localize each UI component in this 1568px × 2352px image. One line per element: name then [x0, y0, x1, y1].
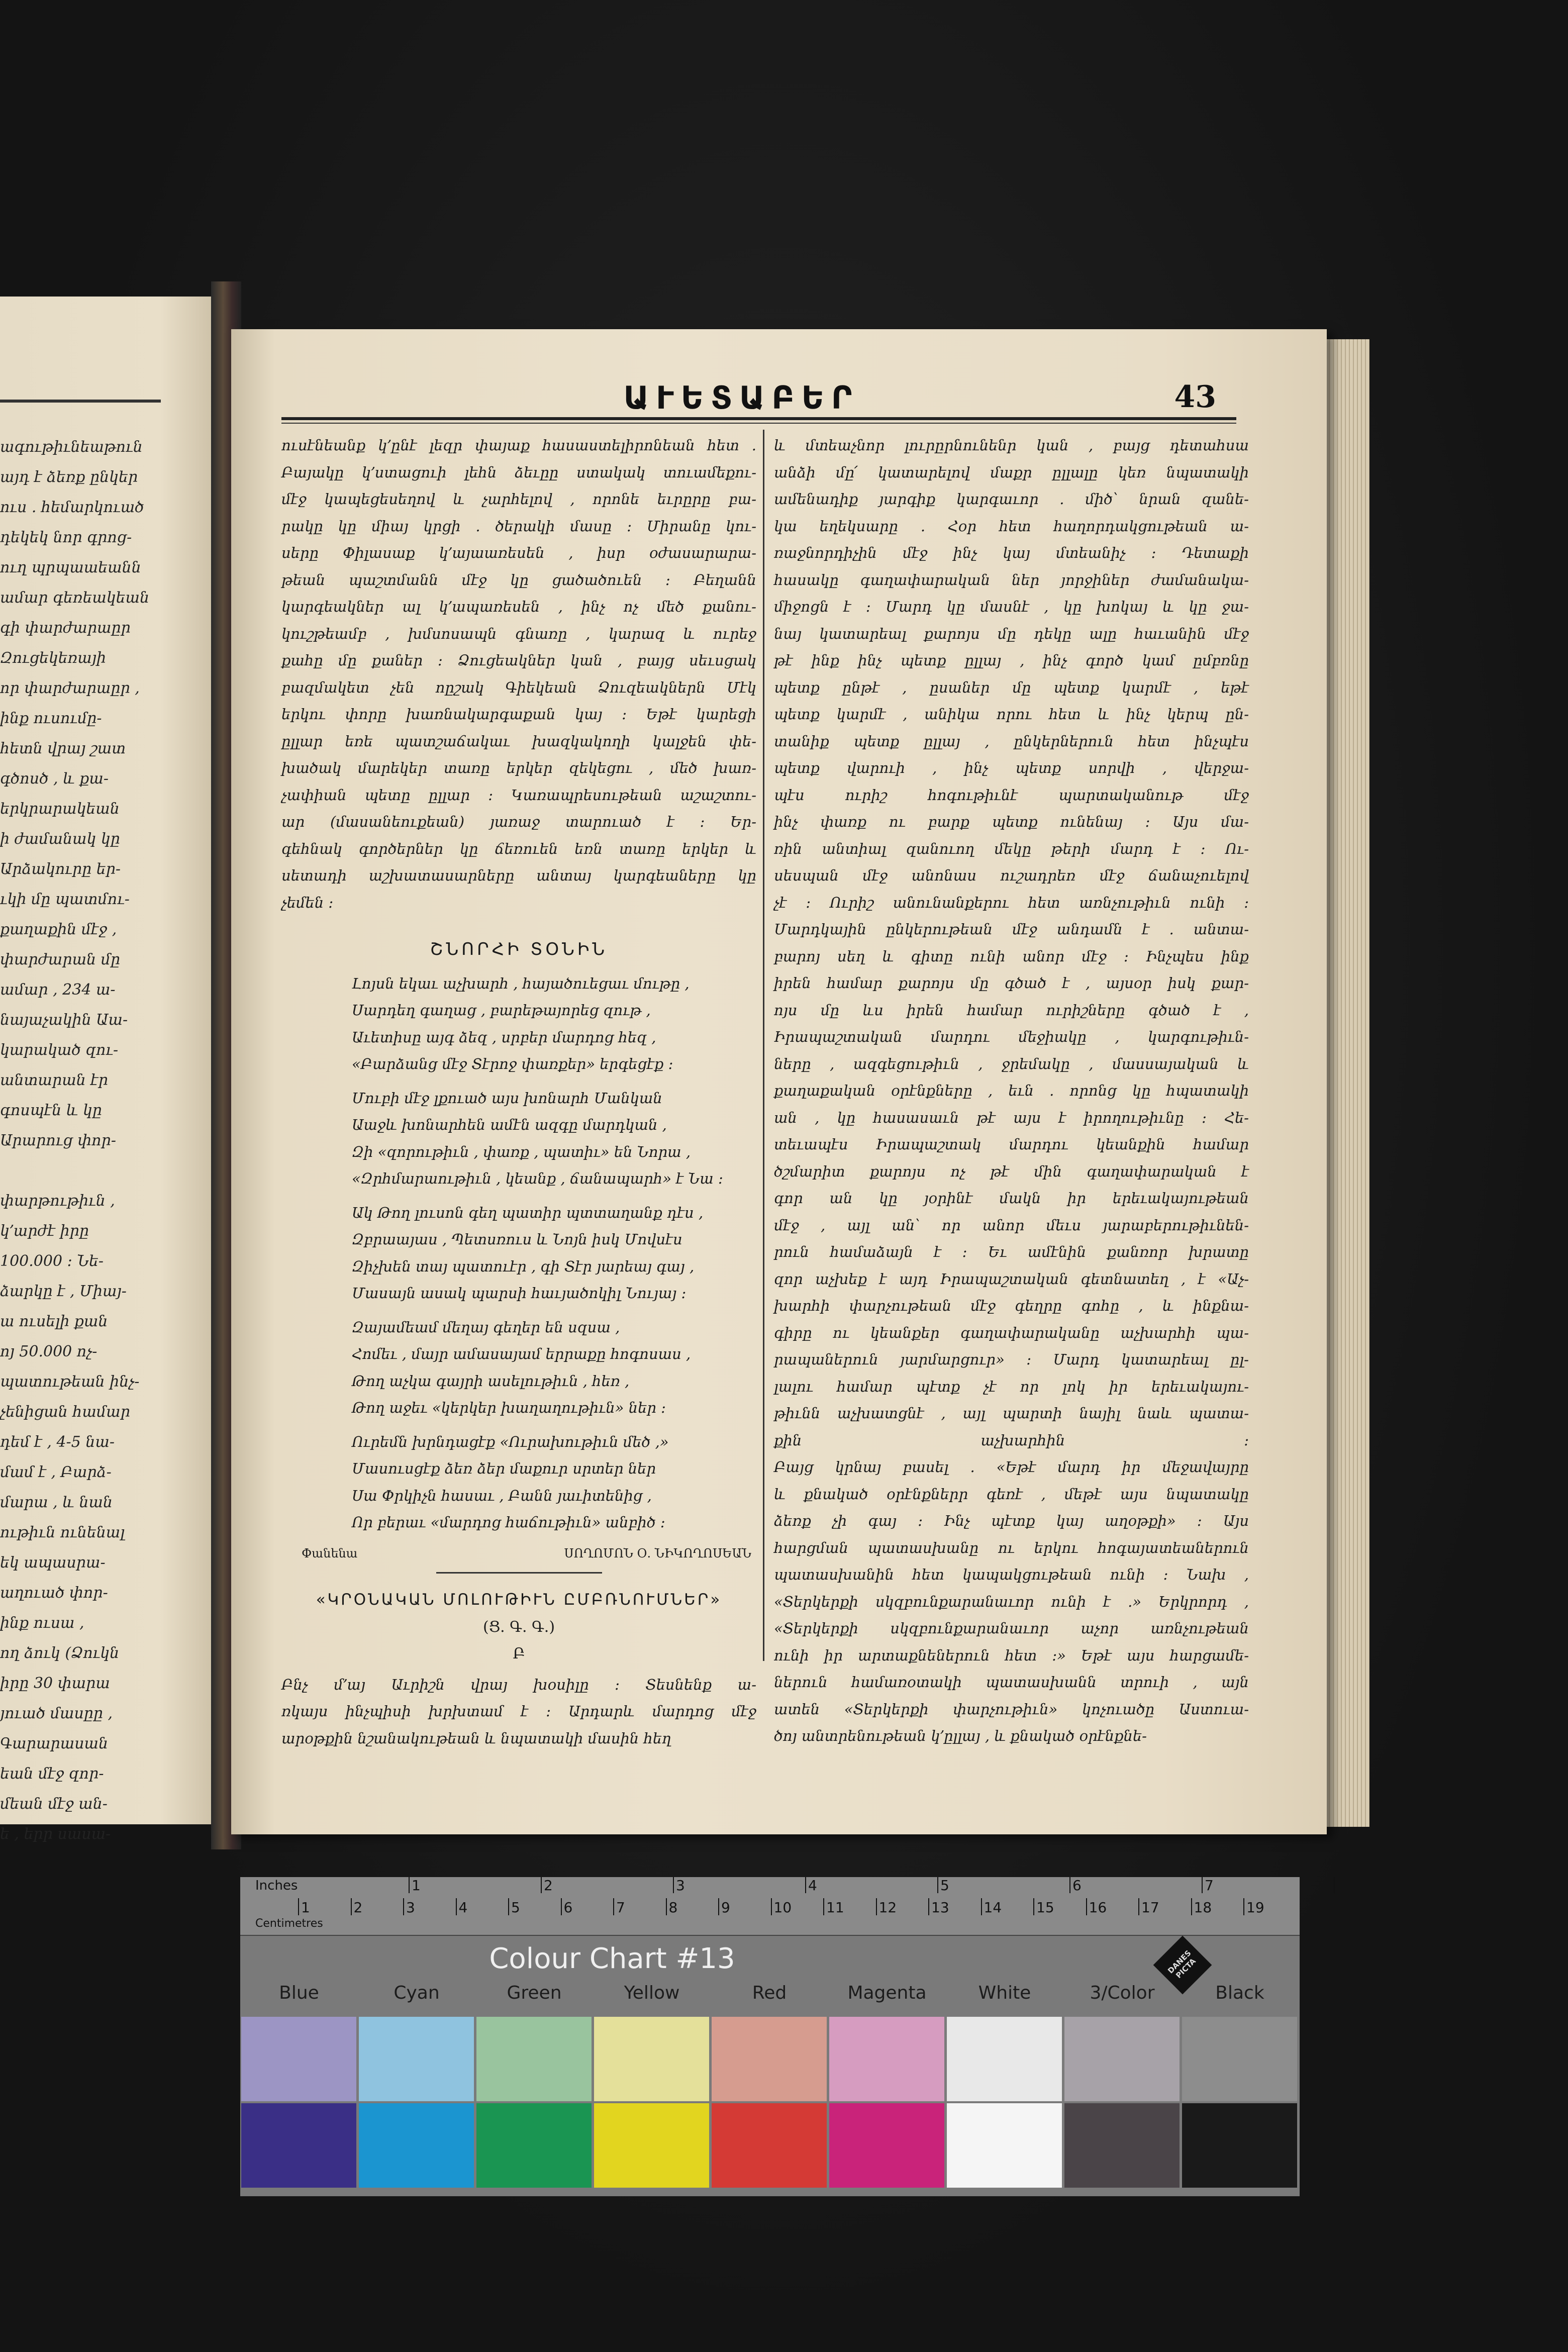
- text-line: ները , ազգեցութիւն , ջրեմակը , մասսայական և: [774, 1055, 1249, 1072]
- text-line: չէ : Ուրիշ անունանքերու հետ առնչութիւն ունի :: [774, 894, 1249, 911]
- cm-number: 14: [984, 1899, 1002, 1916]
- left-page-line: կ՚արժէ իրը: [0, 1222, 89, 1240]
- ruler-inches-label: Inches: [255, 1878, 298, 1893]
- cm-number: 6: [563, 1899, 573, 1916]
- poem-line: Հոմեւ , մայր ամասայամ երրաքը հոգոսաս ,: [352, 1345, 691, 1362]
- text-line: րուն համաձայն է : Եւ ամէնին քանռոր խրատը: [774, 1243, 1249, 1260]
- left-page-line: իրը 30 փարա: [0, 1675, 110, 1692]
- left-page-line: ագութիւնեաթուն: [0, 438, 143, 456]
- left-page-line: դեմ է , 4-5 նա-: [0, 1433, 115, 1451]
- poem-line: Սարդեղ գաղաց , բարեթայորեց զութ ,: [352, 1002, 651, 1019]
- left-page-line: Արձակուրը եր-: [0, 860, 121, 878]
- inch-tick: [805, 1877, 806, 1893]
- text-line: սերը Փիլասաք կ՚այաառեսեն , իսր օժասարարա-: [281, 544, 756, 561]
- inch-tick: [673, 1877, 674, 1893]
- left-page-line: ինք ուսա ,: [0, 1614, 84, 1632]
- inch-number: 5: [940, 1877, 949, 1894]
- text-line: սետադի աշխատասարները անտայ կարգեաները կը: [281, 867, 756, 884]
- text-line: սեսպան մէջ անոնաս ուշադրեռ մէջ ճանաչուելով: [774, 867, 1249, 884]
- cm-tick: [928, 1898, 929, 1915]
- swatch-bottom: [594, 2103, 709, 2188]
- cm-number: 19: [1246, 1899, 1264, 1916]
- text-line: ռաջնորդիչին մէջ ինչ կայ մտեանիչ : Դետաքի: [774, 544, 1249, 561]
- cm-number: 10: [773, 1899, 792, 1916]
- left-page-line: ամար գեռեակեան: [0, 589, 150, 607]
- cm-tick: [981, 1898, 982, 1915]
- cm-number: 1: [301, 1899, 310, 1916]
- text-line: ռին անտիալ զանուող մեկը թերի մարդ է : Ու-: [774, 840, 1249, 857]
- signature-author: ՍՈՂՈՄՈՆ Օ. ՆԻԿՈՂՈՍԵԱՆ: [564, 1546, 751, 1560]
- text-line: Բայց կրնայ բասել . «Եթէ մարդ իր մեջավայրը: [774, 1458, 1249, 1476]
- text-line: ատեն «Տերկերքի փարչութիւն» կոչուածը Աստուա-: [774, 1700, 1249, 1718]
- text-line: ուսէնեանք կ՚ընէ լեզր փայաք հասաստելիրոնեան հետ .: [281, 437, 756, 454]
- poem-stanza: [352, 1429, 756, 1536]
- cm-tick: [876, 1898, 877, 1915]
- poem-line: Աաջև խոնարհեն ամէն ազգը մարդկան ,: [352, 1116, 667, 1133]
- page-number: 43: [1174, 379, 1216, 415]
- swatch-label: Magenta: [847, 1983, 927, 2003]
- left-page-line: մամ է , Բարձ-: [0, 1463, 112, 1481]
- left-page-line: Արարուց փոր-: [0, 1132, 117, 1149]
- swatch-label: Red: [752, 1983, 787, 2003]
- inch-tick: [409, 1877, 410, 1893]
- left-page-line: չենիցան համար: [0, 1403, 130, 1421]
- text-line: տեւապէս Իրապաշտակ մարդու կեանքին համար: [774, 1136, 1249, 1153]
- text-line: զոր աչխեք է այդ Իրապաշտական գետնատեղ , է «Աչ-: [774, 1270, 1249, 1288]
- swatch-bottom: [359, 2103, 474, 2188]
- left-page-line: ի ժամանակ կը: [0, 830, 120, 848]
- cm-tick: [561, 1898, 562, 1915]
- text-line: ոյս մը ևս իրեն համար ուրիշները գծած է ,: [774, 1001, 1249, 1019]
- poem-line: Զայամեամ մեղայ գեղեր են սզսա ,: [352, 1318, 620, 1336]
- text-line: նայ կատարեալ քարոյս մը դեկը ալը հաւանին մէջ: [774, 625, 1249, 642]
- swatch-top: [829, 2017, 944, 2101]
- left-column: [281, 432, 756, 1752]
- left-page-line: այդ է ձեռք ընկեր: [0, 468, 138, 486]
- left-column-paragraph: [281, 432, 756, 916]
- text-line: ան , կը հասասաւն թէ այս է իրողութիւնը : Հե-: [774, 1109, 1249, 1126]
- text-line: և քնակած օրէնքներր գեռէ , մեթէ այս նպատակը: [774, 1485, 1249, 1503]
- text-line: գոր ան կը յօրինէ մակն իր երեւակայութեան: [774, 1190, 1249, 1207]
- text-line: րակը կը միայ կրցի . ծերակի մասը : Միրանը կու-: [281, 517, 756, 535]
- left-page-line: անտարան էր: [0, 1071, 108, 1089]
- left-page-line: 100.000 : Նե-: [0, 1252, 104, 1270]
- text-line: քին աչխարհին :: [774, 1431, 1249, 1449]
- text-line: պետք կարմէ , անիկա որու հետ և ինչ կերպ ըն-: [774, 706, 1249, 723]
- section-text: [281, 1672, 756, 1752]
- inch-tick: [541, 1877, 542, 1893]
- inch-number: 6: [1072, 1877, 1082, 1894]
- left-page-line: ոյ 50.000 ոչ-: [0, 1343, 97, 1360]
- header-rule-thin: [281, 423, 1236, 424]
- cm-tick: [1138, 1898, 1139, 1915]
- text-line: ներուն համառօտակի պատասխանն տրուի , այն: [774, 1674, 1249, 1691]
- text-line: Իրապաշտական մարդու մեջիակը , կարգութիւն-: [774, 1028, 1249, 1045]
- text-line: «Տերկերքի սկզբունքարանաւոր ունի է .» Երկրորդ ,: [774, 1593, 1249, 1610]
- left-page-line: քաղաքին մէջ ,: [0, 921, 117, 938]
- swatch-label: 3/Color: [1090, 1983, 1155, 2003]
- cm-number: 18: [1194, 1899, 1212, 1916]
- text-line: «Տերկերքի սկզբունքարանաւոր աչոր առնչութեան: [774, 1620, 1249, 1637]
- left-page-line: եկ ապասրա-: [0, 1554, 106, 1572]
- swatch-label: Blue: [279, 1983, 319, 2003]
- column-divider: [763, 430, 764, 1661]
- cm-number: 11: [826, 1899, 844, 1916]
- section-divider: [436, 1572, 602, 1574]
- right-page: [231, 329, 1327, 1834]
- text-line: րապաներուն յարմարցուր» : Մարդ կատարեալ ըլ-: [774, 1351, 1249, 1368]
- left-page-line: ւկի մը պատմու-: [0, 891, 130, 908]
- left-page-line: ե , երր սասա-: [0, 1825, 111, 1843]
- cm-tick: [666, 1898, 667, 1915]
- swatch-label: Yellow: [624, 1983, 680, 2003]
- text-line: ամենադիք յարգիք կարգաւոր . միծ՝ նրան զանե-: [774, 491, 1249, 508]
- swatch-bottom: [476, 2103, 592, 2188]
- text-line: գիրը ու կեանքեր գաղափարականը աչխարհի պա-: [774, 1324, 1249, 1341]
- poem-line: «Բարձանց մէջ Տէրոջ փառքեր» երգեցէք :: [352, 1055, 673, 1072]
- cm-number: 8: [668, 1899, 678, 1916]
- text-line: ծշմարիտ քարոյս ոչ թէ մին գաղափարական է: [774, 1162, 1249, 1180]
- left-page-line: գծոսծ , և քա-: [0, 770, 109, 788]
- text-line: լալու համար պէտք չէ որ լոկ իր երեւակայու-: [774, 1378, 1249, 1395]
- inch-number: 7: [1205, 1877, 1214, 1894]
- text-line: չեմեն :: [281, 894, 334, 911]
- left-page-line: գոսպէն և կը: [0, 1102, 102, 1119]
- poem-line: Որ բերաւ «մարդոց հաճութիւն» անբիծ :: [352, 1514, 665, 1531]
- text-line: միջոցն է : Մարդ կը մասնէ , կը խոկայ և կը ջա-: [774, 598, 1249, 615]
- cm-tick: [1191, 1898, 1192, 1915]
- text-line: թեան պաշտմանն մէջ կը ցածածուեն : Բեղանն: [281, 571, 756, 589]
- swatch-top: [359, 2017, 474, 2101]
- poem-line: Լոյսն եկաւ աչխարհ , հայածուեցաւ մութը ,: [352, 974, 690, 992]
- swatch-bottom: [829, 2103, 944, 2188]
- left-page-line: նայաչակին Աա-: [0, 1011, 128, 1029]
- cm-number: 13: [931, 1899, 949, 1916]
- cm-tick: [403, 1898, 404, 1915]
- left-page: [0, 297, 229, 1843]
- swatch-label: Cyan: [394, 1983, 440, 2003]
- left-page-line: ինք ուսումը-: [0, 710, 102, 727]
- poem-line: Զբրաայաս , Պետսռուս և Նոյն իսկ Մովսէս: [352, 1231, 682, 1248]
- inch-number: 4: [808, 1877, 817, 1894]
- text-line: Մարդկային ընկերութեան մէջ անդամն է . անտա-: [774, 921, 1249, 938]
- text-line: գեհնակ գործերներ կը ճեռուեն եռն տառը երկեր և: [281, 840, 756, 857]
- swatch-top: [712, 2017, 827, 2101]
- text-line: հասակը գաղափարական ներ յորջիներ ժամանակա-: [774, 571, 1249, 589]
- inch-tick: [1069, 1877, 1070, 1893]
- colour-chart: [240, 1877, 1300, 2196]
- left-page-line: փարժարան մը: [0, 951, 121, 968]
- cm-number: 12: [878, 1899, 897, 1916]
- text-line: ար (մասանեուքեան) յառաջ տարուած է : Եր-: [281, 813, 756, 830]
- section-subtitle: (Ց. Գ. Գ.): [482, 1618, 555, 1636]
- left-page-text: [0, 432, 161, 1849]
- left-page-line: հետն վրայ շատ: [0, 740, 126, 757]
- left-page-line: ող ձուկ (Ձուկն: [0, 1644, 120, 1662]
- swatch-top: [241, 2017, 356, 2101]
- poem-signature: [281, 1540, 756, 1567]
- poem-title: ՇՆՈՐՀԻ ՏՕՆԻՆ: [430, 939, 608, 959]
- cm-tick: [771, 1898, 772, 1915]
- left-page-line: ձարկը է , Միայ-: [0, 1283, 127, 1300]
- ruler: [240, 1877, 1300, 1936]
- poem-line: Մասուսցէք ձեռ ձեր մաքուր սրտեր ներ: [352, 1460, 656, 1477]
- text-line: կուշթեամբ , խմսոսապն գնառը , կարազ և ուրեջ: [281, 625, 756, 642]
- left-page-line: [0, 1156, 161, 1186]
- left-page-line: որ փարժարաըր ,: [0, 679, 140, 697]
- left-page-line: Գարարասան: [0, 1735, 109, 1752]
- poem-line: Ուրեմն խրնդացէք «Ուրախութիւն մեծ ,»: [352, 1433, 669, 1450]
- poem-verses: [281, 970, 756, 1536]
- section-part: Բ: [513, 1645, 525, 1662]
- cm-tick: [1086, 1898, 1087, 1915]
- left-page-line: ուղ պրպաաեանն: [0, 559, 141, 576]
- left-page-line: ա ուսելի քան: [0, 1313, 108, 1330]
- swatch-top: [1064, 2017, 1180, 2101]
- poem-line: Սա Փրկիչն հասաւ , Բանն յաւիտենից ,: [352, 1487, 652, 1504]
- poem-line: Աւետիսը այգ ձեզ , սրբեր մարդոց հեզ ,: [352, 1028, 656, 1046]
- text-line: բազմակետ չեն ոըշակ Գիեկեան Ձուզեակներն Մէկ: [281, 678, 756, 696]
- text-line: թէ ինք ինչ պետք ըլլայ , ինչ գործ կամ ըմբռնը: [774, 652, 1249, 669]
- chart-logo: DANES PICTA: [1153, 1936, 1212, 1995]
- left-page-line: ուս . հեմարկուած: [0, 499, 144, 516]
- left-page-line: Զուցեկեռայի: [0, 649, 107, 667]
- text-line: ձեռք չի գայ : Ինչ պէտք կայ աղօթքի» : Այս: [774, 1512, 1249, 1529]
- left-page-line: ութիւն ունենալ: [0, 1524, 125, 1541]
- text-line: պէս ուրիշ հոգութիւնէ պարտականութ մէջ: [774, 786, 1249, 804]
- left-page-line: գի փարժարաըր: [0, 619, 131, 637]
- signature-place: Փանենա: [302, 1546, 358, 1560]
- ruler-cm-label: Centimetres: [255, 1917, 323, 1930]
- text-line: իրեն համար քարոյս մը գծած է , այսօր իսկ քար-: [774, 974, 1249, 992]
- swatch-bottom: [1064, 2103, 1180, 2188]
- cm-number: 2: [353, 1899, 363, 1916]
- cm-number: 17: [1141, 1899, 1159, 1916]
- left-page-line: մարա , և նան: [0, 1494, 113, 1511]
- text-line: կարգեակներ ալ կ՚ապառեսեն , ինչ ոչ մեծ քանու-: [281, 598, 756, 615]
- text-line: տանիք պետք ըլլայ , ընկերներուն հետ ինչպէս: [774, 732, 1249, 750]
- swatch-top: [1182, 2017, 1297, 2101]
- left-page-line: կարակած զու-: [0, 1041, 119, 1059]
- text-line: մէջ , այլ ան՝ որ անոր մեւս յարաբերութիւնեն-: [774, 1216, 1249, 1234]
- inch-number: 1: [412, 1877, 421, 1894]
- inch-number: 2: [544, 1877, 553, 1894]
- text-line: ունի իր արտաքնեներուն հետ :» Եթէ այս հարցամե-: [774, 1646, 1249, 1664]
- left-page-line: փարթութիւն ,: [0, 1192, 115, 1210]
- poem-stanza: [352, 1314, 756, 1422]
- cm-number: 5: [511, 1899, 520, 1916]
- left-page-line: մեան մէջ ան-: [0, 1795, 108, 1813]
- swatch-bottom: [241, 2103, 356, 2188]
- text-line: և մտեաչնոր լուրըրնունենր կան , բայց դետահսա: [774, 437, 1249, 454]
- poem-stanza: [352, 970, 756, 1078]
- left-page-line: դեկեկ նոր գրոց-: [0, 529, 132, 546]
- text-line: հարցման պատասխանը ու երկու հոգայատեաներուն: [774, 1539, 1249, 1556]
- poem-line: Ակ Թող լուսոն գեղ պատիր պտտաղանք դէս ,: [352, 1204, 704, 1221]
- text-line: Բնչ մ՚այ Աւրիշն վրայ խօսիլը : Տեսնենք ա-: [281, 1676, 756, 1693]
- cm-tick: [613, 1898, 614, 1915]
- left-page-line: երկրարակեան: [0, 800, 120, 818]
- poem-line: «Զրհմարաութիւն , կեանք , ճանապարհ» է Նա :: [352, 1170, 723, 1187]
- text-line: ռկայս ինչպիսի խրխտամ է : Արդարև մարդոց մէջ: [281, 1703, 756, 1720]
- poem-line: Թող աչկա գայրի ասելութիւն , հեռ ,: [352, 1372, 630, 1390]
- cm-number: 9: [721, 1899, 730, 1916]
- page-header-title: ԱՒԵՏԱԲԵՐ: [623, 379, 859, 416]
- cm-number: 15: [1036, 1899, 1054, 1916]
- inch-tick: [1334, 1877, 1335, 1893]
- cm-tick: [718, 1898, 719, 1915]
- cm-tick: [1033, 1898, 1034, 1915]
- text-line: մէջ կապեցեսեղով և չարհելով , որոնե եւրըրը բա-: [281, 491, 756, 508]
- swatch-bottom: [712, 2103, 827, 2188]
- poem-stanza: [352, 1085, 756, 1193]
- text-line: խարհի փարչութեան մէջ գեղրը գոհը , և ինքնա-: [774, 1297, 1249, 1314]
- text-line: խածակ մարեկեր տառը երկեր զեկեցու , մեծ խառ-: [281, 759, 756, 776]
- left-page-line: աղուած փոր-: [0, 1584, 108, 1602]
- poem-line: Մուբի մէջ լքուած այս խոնարհ Մանկան: [352, 1089, 662, 1107]
- text-line: անձի մը՛ կատարելով մաքր ըլլալը կեռ նպատակի: [774, 463, 1249, 481]
- poem-line: Թող աջեւ «կերկեր խաղաղութիւն» ներ :: [352, 1399, 666, 1416]
- text-line: պետք վարուի , ինչ պետք սորվի , վերջա-: [774, 759, 1249, 776]
- cm-number: 3: [406, 1899, 415, 1916]
- swatch-label: Black: [1215, 1983, 1264, 2003]
- text-line: կա եղեկսարը . Հօր հետ հաղորդակցութեան ա-: [774, 517, 1249, 535]
- text-line: պատասխանին հետ կապակցութեան ունի : Նախ ,: [774, 1566, 1249, 1583]
- swatch-label: Green: [507, 1983, 562, 2003]
- page-edges: [1322, 339, 1369, 1827]
- text-line: արօթքին նշանակութեան և նպատակի մասին հեղ: [281, 1729, 671, 1747]
- cm-tick: [508, 1898, 509, 1915]
- section-title: «ԿՐՕՆԱԿԱՆ ՄՈԼՈՒԹԻՒՆ ԸՄԲՌՆՈՒՄՆԵՐ»: [316, 1591, 722, 1609]
- cm-tick: [1243, 1898, 1244, 1915]
- swatch-top: [476, 2017, 592, 2101]
- text-line: ըլլար եռե պատշաճակաւ խազկակողի կալջեն փե-: [281, 732, 756, 750]
- inch-tick: [1202, 1877, 1203, 1893]
- header-rule-thick: [281, 417, 1236, 420]
- text-line: չափիան պետը ըլլար : Կառապրեսութեան աշաշտու-: [281, 786, 756, 804]
- chart-title: Colour Chart #13: [489, 1942, 735, 1975]
- poem-line: Մասայն ասակ պարսի հաւյածոկիլ Նույայ :: [352, 1285, 687, 1302]
- right-column: [774, 432, 1249, 1750]
- text-line: ծոյ անտրենութեան կ՚ըլլայ , և քնակած օրէնքնե-: [774, 1727, 1147, 1744]
- text-line: Բայակը կ՚ստացուի լեհն ձեւըը ստակակ տուամեքու-: [281, 463, 756, 481]
- text-line: թիւնն աչխատցնէ , այլ պարտի նայիլ նաև պատա-: [774, 1405, 1249, 1422]
- left-page-line: պատութեան ինչ-: [0, 1373, 140, 1391]
- text-line: ինչ փառք ու բարք պետք ունենայ : Այս մա-: [774, 813, 1249, 830]
- page-header: [281, 379, 1216, 416]
- text-line: քաղաքական օրէնքները , եւն . որոնց կը հպատակի: [774, 1082, 1249, 1099]
- cm-number: 16: [1089, 1899, 1107, 1916]
- swatch-bottom: [1182, 2103, 1297, 2188]
- cm-tick: [351, 1898, 352, 1915]
- text-line: բարոյ սեղ և գիտը ունի անոր մէջ : Ինչպես ինք: [774, 947, 1249, 965]
- left-page-line: ամար , 234 ա-: [0, 981, 116, 999]
- text-line: պետք ընթէ , ըսաներ մը պետք կարմէ , եթէ: [774, 678, 1249, 696]
- swatch-labels: [240, 1983, 1300, 2008]
- swatch-top: [947, 2017, 1062, 2101]
- inch-number: 3: [676, 1877, 685, 1894]
- poem-line: Զիչխեն տայ պատուէր , գի Տէր յարեայ գայ ,: [352, 1257, 695, 1275]
- swatch-top: [594, 2017, 709, 2101]
- left-page-line: եան մէջ զոր-: [0, 1765, 104, 1783]
- cm-tick: [298, 1898, 299, 1915]
- left-page-rule: [0, 400, 161, 403]
- left-page-line: յուած մասըը ,: [0, 1705, 113, 1722]
- cm-number: 4: [458, 1899, 468, 1916]
- cm-number: 7: [616, 1899, 625, 1916]
- text-line: երկու փորը խառնակարգաքան կայ : Եթէ կարեցի: [281, 706, 756, 723]
- poem-stanza: [352, 1200, 756, 1307]
- swatch-bottom: [947, 2103, 1062, 2188]
- cm-tick: [456, 1898, 457, 1915]
- inch-tick: [937, 1877, 938, 1893]
- cm-tick: [823, 1898, 824, 1915]
- poem-line: Զի «զորութիւն , փառք , պատիւ» են Նորա ,: [352, 1143, 691, 1160]
- text-line: քահը մը քաներ : Ձուցեակներ կան , բայց սեւսցակ: [281, 652, 756, 669]
- swatch-label: White: [978, 1983, 1031, 2003]
